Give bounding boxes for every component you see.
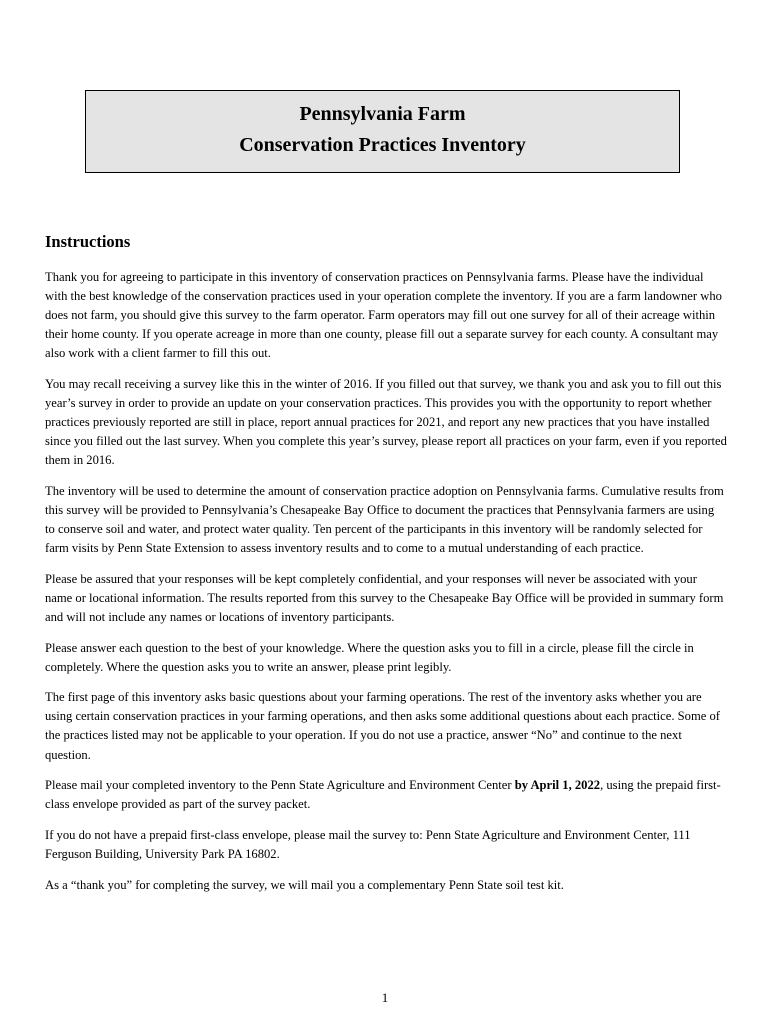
instructions-paragraph-9: As a “thank you” for completing the survey, we will mail you a complementary Penn State soil test kit. bbox=[45, 877, 564, 892]
instructions-paragraph-1: Thank you for agreeing to participate in this inventory of conservation practices on Pennsylvania farms. Please have the individual with the best knowledge of the conservation practices used in your operation complete the inventory. If you are a farm landowner who does not farm, you should give this survey to the farm operator. Farm operators may fill out one survey for all of their acreage within their home county. If you operate acreage in more than one county, please fill out a separate survey for each county. A consultant may also work with a client farmer to fill this out. bbox=[45, 270, 722, 361]
instructions-body bbox=[45, 268, 727, 906]
instructions-paragraph-8: If you do not have a prepaid first-class envelope, please mail the survey to: Penn State Agriculture and Environment Center, 111 Ferguson Building, University Park PA 16802. bbox=[45, 827, 691, 861]
document-title-line-1: Pennsylvania Farm bbox=[299, 103, 466, 125]
envelope-instructions-text: , using the prepaid first-class envelope provided as part of the survey packet. bbox=[45, 778, 721, 812]
instructions-heading: Instructions bbox=[45, 232, 131, 251]
title-box bbox=[85, 90, 680, 173]
instructions-paragraph-4: Please be assured that your responses will be kept completely confidential, and your responses will never be associated with your name or locational information. The results reported from this survey to the Chesapeake Bay Office will be provided in summary form and will not include any names or locations of inventory participants. bbox=[45, 571, 724, 624]
page-number: 1 bbox=[381, 990, 389, 1005]
instructions-paragraph-5: Please answer each question to the best of your knowledge. Where the question asks you to fill in a circle, please fill the circle in completely. Where the question asks you to write an answer, please print legibly. bbox=[45, 640, 694, 674]
instructions-paragraph-7 bbox=[45, 776, 727, 814]
instructions-paragraph-3: The inventory will be used to determine the amount of conservation practice adoption on Pennsylvania farms. Cumulative results from this survey will be provided to Pennsylvania’s Chesapeake Bay Office to document the practices that Pennsylvania farmers are using to conserve soil and water, and protect water quality. Ten percent of the participants in this inventory will be randomly selected for farm visits by Penn State Extension to assess inventory results and to come to a mutual understanding of each practice. bbox=[45, 483, 724, 556]
deadline-date: by April 1, 2022 bbox=[514, 778, 601, 793]
instructions-paragraph-2: You may recall receiving a survey like this in the winter of 2016. If you filled out that survey, we thank you and ask you to fill out this year’s survey in order to provide an update on your conservation practices. This provides you with the opportunity to report whether practices previously reported are still in place, report annual practices for 2021, and report any new practices that you have installed since you filled out the last survey. When you complete this year’s survey, please report all practices on your farm, even if you reported them in 2016. bbox=[45, 376, 727, 468]
mail-instructions-text: Please mail your completed inventory to the Penn State Agriculture and Environment Center bbox=[45, 778, 515, 793]
instructions-paragraph-6: The first page of this inventory asks basic questions about your farming operations. The rest of the inventory asks whether you are using certain conservation practices in your farming operations, and then asks some additional questions about each practice. Some of the practices listed may not be applicable to your operation. If you do not use a practice, answer “No” and continue to the next question. bbox=[45, 690, 720, 762]
document-title-line-2: Conservation Practices Inventory bbox=[239, 134, 526, 156]
